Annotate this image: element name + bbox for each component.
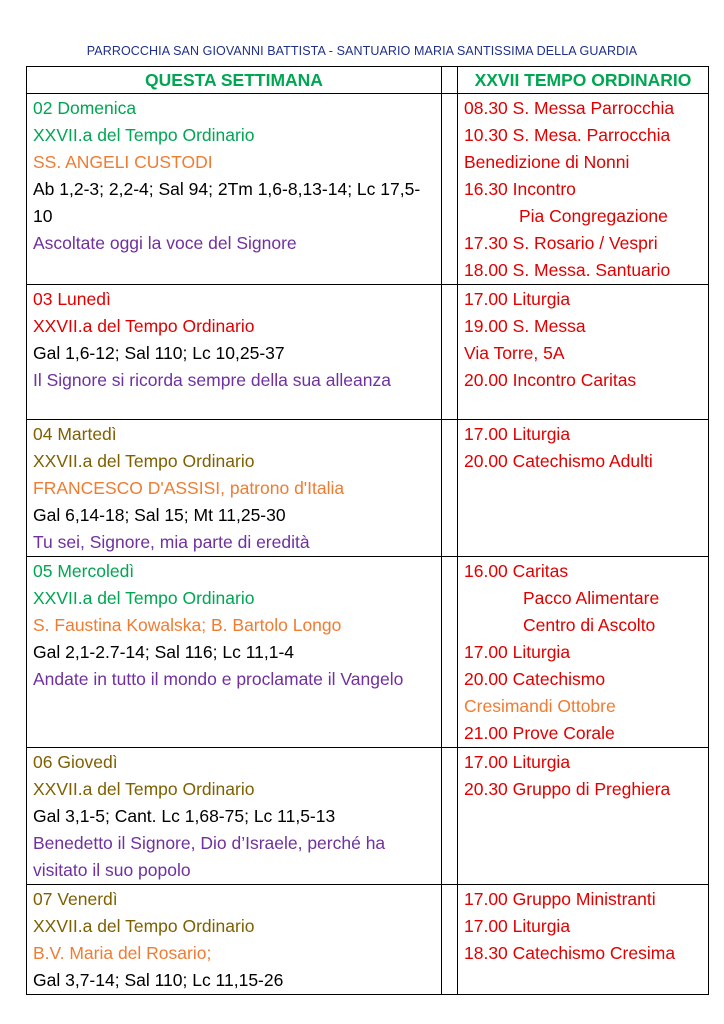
day-title: 04 Martedì xyxy=(33,424,117,444)
day-row-05 xyxy=(27,557,709,748)
event: 08.30 S. Messa Parrocchia xyxy=(464,98,675,118)
event: 16.00 Caritas xyxy=(464,561,569,581)
saint-feast: B.V. Maria del Rosario; xyxy=(33,943,212,963)
day-title: 07 Venerdì xyxy=(33,889,118,909)
day-row-02 xyxy=(27,94,709,285)
page-header: PARROCCHIA SAN GIOVANNI BATTISTA - SANTUARIO MARIA SANTISSIMA DELLA GUARDIA xyxy=(86,44,638,58)
psalm-response: Benedetto il Signore, Dio d’Israele, perché ha visitato il suo popolo xyxy=(33,833,386,880)
liturgical-season: XXVII.a del Tempo Ordinario xyxy=(33,588,255,608)
day-row-07 xyxy=(27,885,709,995)
column-header-season: XXVII TEMPO ORDINARIO xyxy=(458,67,709,94)
event: 19.00 S. Messa xyxy=(464,316,586,336)
psalm-response: Andate in tutto il mondo e proclamate il Vangelo xyxy=(33,669,404,689)
liturgical-season: XXVII.a del Tempo Ordinario xyxy=(33,779,255,799)
event: 18.00 S. Messa. Santuario xyxy=(464,260,671,280)
saint-feast: S. Faustina Kowalska; B. Bartolo Longo xyxy=(33,615,342,635)
event: 20.00 Catechismo Adulti xyxy=(464,451,653,471)
spacer-cell xyxy=(442,885,458,995)
weekly-schedule-table xyxy=(26,66,709,995)
liturgical-season: XXVII.a del Tempo Ordinario xyxy=(33,125,255,145)
event: Centro di Ascolto xyxy=(523,615,656,635)
readings: Ab 1,2-3; 2,2-4; Sal 94; 2Tm 1,6-8,13-14; Lc 17,5-10 xyxy=(33,179,421,226)
spacer-cell xyxy=(442,420,458,557)
event: 18.30 Catechismo Cresima xyxy=(464,943,676,963)
table-header-row xyxy=(27,67,709,94)
day-row-03 xyxy=(27,285,709,420)
event: 16.30 Incontro xyxy=(464,179,576,199)
event: Via Torre, 5A xyxy=(464,343,565,363)
event: 17.00 Liturgia xyxy=(464,424,571,444)
day-row-04 xyxy=(27,420,709,557)
event: Cresimandi Ottobre xyxy=(464,696,616,716)
spacer-cell xyxy=(442,748,458,885)
psalm-response: Ascoltate oggi la voce del Signore xyxy=(33,233,297,253)
event: 17.00 Gruppo Ministranti xyxy=(464,889,656,909)
liturgical-season: XXVII.a del Tempo Ordinario xyxy=(33,316,255,336)
event: 10.30 S. Mesa. Parrocchia xyxy=(464,125,671,145)
liturgical-season: XXVII.a del Tempo Ordinario xyxy=(33,451,255,471)
event: 21.00 Prove Corale xyxy=(464,723,615,743)
psalm-response: Tu sei, Signore, mia parte di eredità xyxy=(33,532,310,552)
column-header-week: QUESTA SETTIMANA xyxy=(27,67,442,94)
saint-feast: FRANCESCO D'ASSISI, patrono d'Italia xyxy=(33,478,345,498)
event: Benedizione di Nonni xyxy=(464,152,630,172)
liturgical-season: XXVII.a del Tempo Ordinario xyxy=(33,916,255,936)
event: 17.30 S. Rosario / Vespri xyxy=(464,233,658,253)
day-title: 03 Lunedì xyxy=(33,289,111,309)
spacer-cell xyxy=(442,94,458,285)
day-title: 02 Domenica xyxy=(33,98,137,118)
day-title: 06 Giovedì xyxy=(33,752,118,772)
event: 20.00 Catechismo xyxy=(464,669,606,689)
readings: Gal 3,7-14; Sal 110; Lc 11,15-26 xyxy=(33,970,284,990)
readings: Gal 3,1-5; Cant. Lc 1,68-75; Lc 11,5-13 xyxy=(33,806,336,826)
psalm-response: Il Signore si ricorda sempre della sua alleanza xyxy=(33,370,391,390)
column-spacer xyxy=(442,67,458,94)
readings: Gal 1,6-12; Sal 110; Lc 10,25-37 xyxy=(33,343,285,363)
day-title: 05 Mercoledì xyxy=(33,561,135,581)
spacer-cell xyxy=(442,285,458,420)
readings: Gal 2,1-2.7-14; Sal 116; Lc 11,1-4 xyxy=(33,642,295,662)
event: 17.00 Liturgia xyxy=(464,916,571,936)
event: 20.00 Incontro Caritas xyxy=(464,370,637,390)
event: 17.00 Liturgia xyxy=(464,752,571,772)
spacer-cell xyxy=(442,557,458,748)
saint-feast: SS. ANGELI CUSTODI xyxy=(33,152,213,172)
readings: Gal 6,14-18; Sal 15; Mt 11,25-30 xyxy=(33,505,286,525)
event: Pia Congregazione xyxy=(519,206,668,226)
event: Pacco Alimentare xyxy=(523,588,660,608)
event: 17.00 Liturgia xyxy=(464,642,571,662)
event: 17.00 Liturgia xyxy=(464,289,571,309)
day-row-06 xyxy=(27,748,709,885)
event: 20.30 Gruppo di Preghiera xyxy=(464,779,671,799)
